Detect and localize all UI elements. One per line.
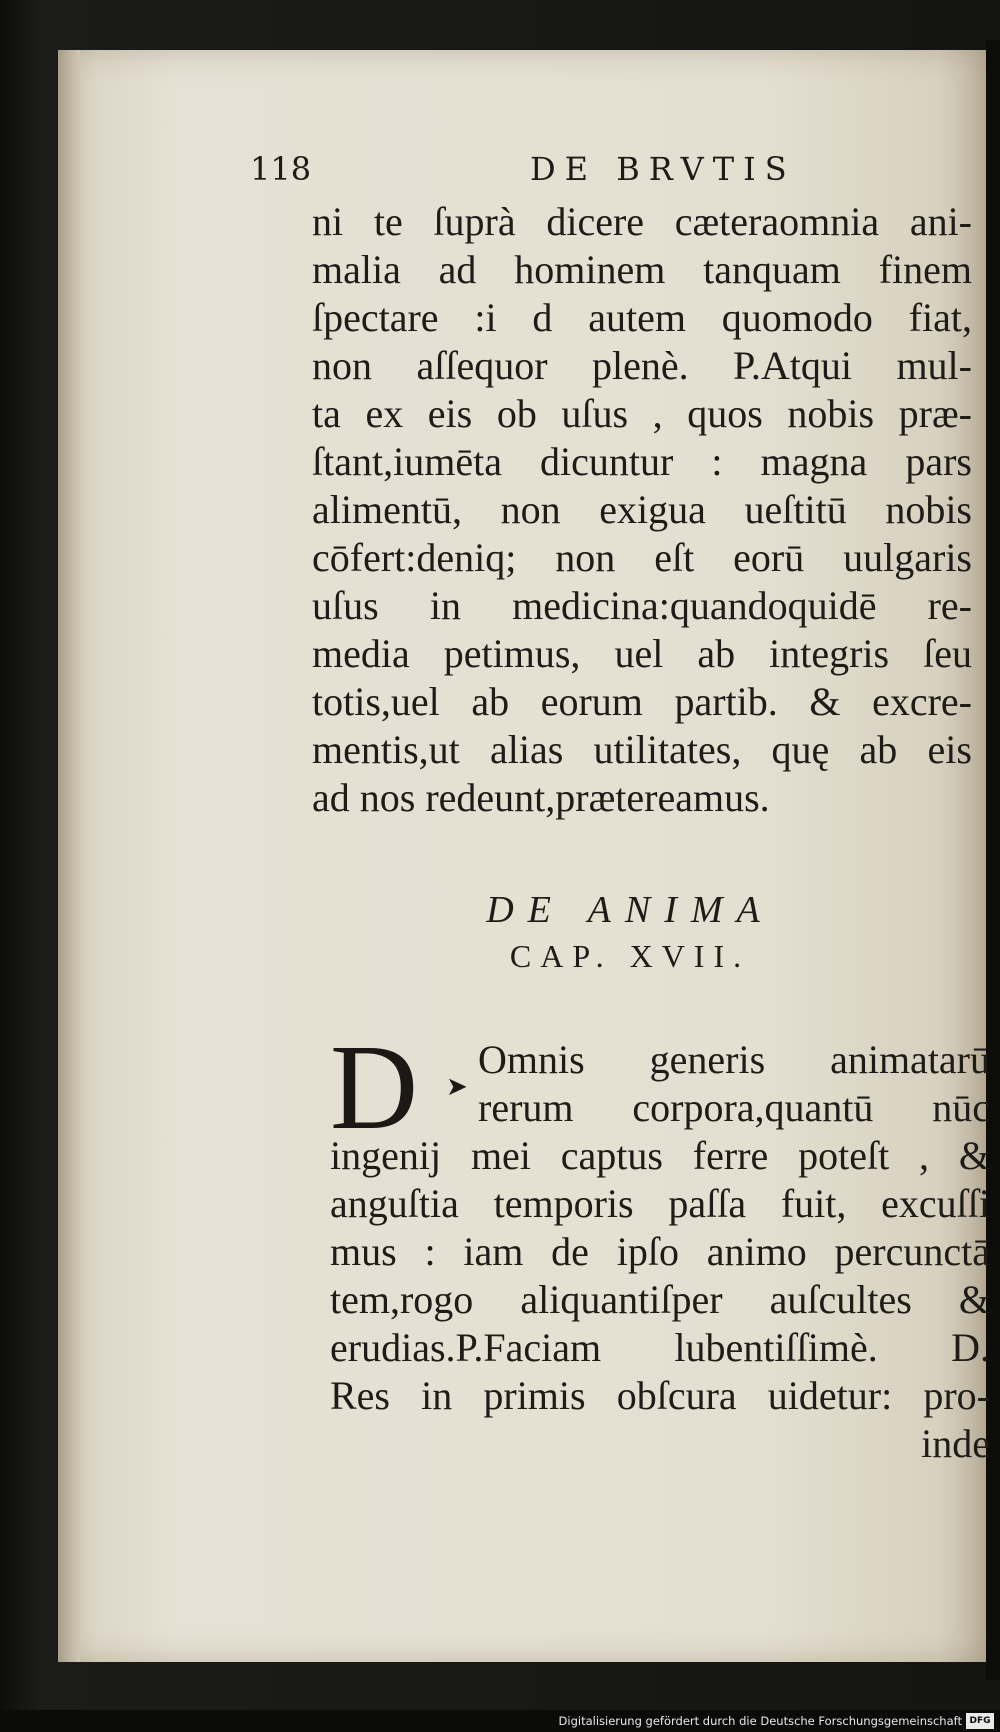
chapter-title: DE ANIMA	[486, 889, 774, 931]
indented-lines	[330, 1036, 990, 1132]
body-text	[312, 198, 972, 822]
text-line: rerum corpora,quantū nūc	[478, 1085, 990, 1130]
text-line: Omnis generis animatarū	[478, 1037, 990, 1082]
digitization-footer	[0, 1710, 1000, 1732]
text-line: alimentū, non exigua ueſtitū nobis	[312, 487, 972, 532]
page-number: 118	[250, 150, 312, 188]
catchword: inde	[921, 1421, 990, 1466]
text-line: mus : iam de ipſo animo percunctā	[330, 1229, 990, 1274]
chapter-heading	[0, 888, 1000, 975]
running-title: DE BRVTIS	[530, 150, 796, 188]
text-line: ni te ſuprà dicere cæteraomnia ani-	[312, 199, 972, 244]
drop-cap-initial: D	[330, 1020, 419, 1155]
footer-credit: Digitalisierung gefördert durch die Deutsche Forschungsgemeinschaft	[558, 1714, 962, 1728]
chapter-text	[330, 1020, 990, 1468]
dfg-logo-icon: DFG	[966, 1713, 994, 1729]
text-line: uſus in medicina:quandoquidē re-	[312, 583, 972, 628]
text-line: ſtant,iumēta dicuntur : magna pars	[312, 439, 972, 484]
text-line: media petimus, uel ab integris ſeu	[312, 631, 972, 676]
text-line: cōfert:deniq; non eſt eorū uulgaris	[312, 535, 972, 580]
page-gutter-edge	[58, 50, 80, 1662]
text-line: non aſſequor plenè. P.Atqui mul-	[312, 343, 972, 388]
text-line: totis,uel ab eorum partib. & excre-	[312, 679, 972, 724]
text-line: ſpectare :i d autem quomodo fiat,	[312, 295, 972, 340]
text-line: Res in primis obſcura uidetur: pro-	[330, 1373, 990, 1418]
text-line: mentis,ut alias utilitates, quę ab eis	[312, 727, 972, 772]
chapter-number: CAP. XVII.	[509, 938, 751, 974]
text-line: tem,rogo aliquantiſper auſcultes &	[330, 1277, 990, 1322]
fleuron-ornament-icon: ➤	[446, 1072, 468, 1102]
text-line: anguſtia temporis paſſa fuit, excuſſi	[330, 1181, 990, 1226]
text-line: ingenij mei captus ferre poteſt , &	[330, 1133, 990, 1178]
text-line: ad nos redeunt,prætereamus.	[312, 775, 770, 820]
text-line: ta ex eis ob uſus , quos nobis præ-	[312, 391, 972, 436]
text-line: erudias.P.Faciam lubentiſſimè. D.	[330, 1325, 990, 1370]
text-line: malia ad hominem tanquam finem	[312, 247, 972, 292]
